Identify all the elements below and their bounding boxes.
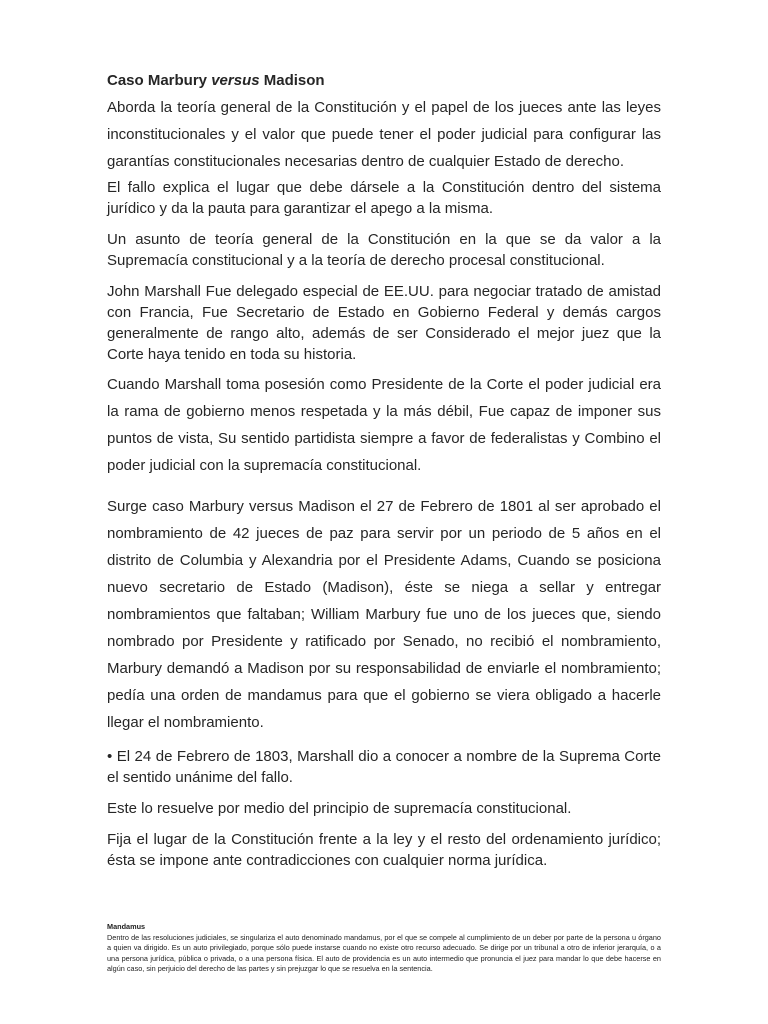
paragraph-1: Aborda la teoría general de la Constitución y el papel de los jueces ante las leyes inconstitucionales y el valor que puede tener el poder judicial para configurar las garantías constitucionales necesarias dentro de cualquier Estado de derecho. [107, 99, 661, 170]
footnote-title: Mandamus [107, 922, 146, 931]
paragraph-7: • El 24 de Febrero de 1803, Marshall dio a conocer a nombre de la Suprema Corte el sentido unánime del fallo. [107, 748, 661, 786]
paragraph-4: John Marshall Fue delegado especial de EE.UU. para negociar tratado de amistad con Francia, Fue Secretario de Estado en Gobierno Federal y demás cargos generalmente de rango alto, además de ser Considerado el mejor juez que la Corte haya tenido en toda su historia. [107, 283, 661, 363]
document-page [107, 70, 661, 871]
paragraph-2: El fallo explica el lugar que debe dársele a la Constitución dentro del sistema jurídico y da la pauta para garantizar el apego a la misma. [107, 179, 661, 217]
document-title [107, 70, 661, 92]
paragraph-9: Fija el lugar de la Constitución frente a la ley y el resto del ordenamiento jurídico; ésta se impone ante contradicciones con cualquier norma jurídica. [107, 831, 661, 869]
paragraph-5: Cuando Marshall toma posesión como Presidente de la Corte el poder judicial era la rama de gobierno menos respetada y la más débil, Fue capaz de imponer sus puntos de vista, Su sentido partidista siempre a favor de federalistas y Combino el poder judicial con la supremacía constitucional. [107, 376, 661, 474]
paragraph-3: Un asunto de teoría general de la Constitución en la que se da valor a la Supremacía constitucional y a la teoría de derecho procesal constitucional. [107, 231, 661, 269]
title-italic: versus [211, 72, 260, 89]
title-prefix: Caso Marbury [107, 72, 212, 89]
paragraph-6: Surge caso Marbury versus Madison el 27 de Febrero de 1801 al ser aprobado el nombramiento de 42 jueces de paz para servir por un periodo de 5 años en el distrito de Columbia y Alexandria por el Presidente Adams, Cuando se posiciona nuevo secretario de Estado (Madison), éste se niega a sellar y entregar nombramientos que faltaban; William Marbury fue uno de los jueces que, siendo nombrado por Presidente y ratificado por Senado, no recibió el nombramiento, Marbury demandó a Madison por su responsabilidad de enviarle el nombramiento; pedía una orden de mandamus para que el gobierno se viera obligado a hacerle llegar el nombramiento. [107, 498, 661, 731]
footnote-text: Dentro de las resoluciones judiciales, se singulariza el auto denominado mandamus, por el que se compele al cumplimiento de un deber por parte de la persona u órgano a quien va dirigido. Es un auto privilegiado, porque sólo puede instarse cuando no existe otro recurso adecuado. Se dirige por un tribunal a otro de inferior jerarquía, o a una persona jurídica, pública o privada, o a una persona física. El auto de providencia es un auto intermedio que pronuncia el juez para mandar lo que debe hacerse en algún caso, sin perjuicio del derecho de las partes y sin prejuzgar lo que se resuelva en la sentencia. [107, 932, 661, 974]
footnote [107, 922, 661, 975]
paragraph-8: Este lo resuelve por medio del principio de supremacía constitucional. [107, 800, 572, 817]
title-suffix: Madison [259, 72, 325, 89]
